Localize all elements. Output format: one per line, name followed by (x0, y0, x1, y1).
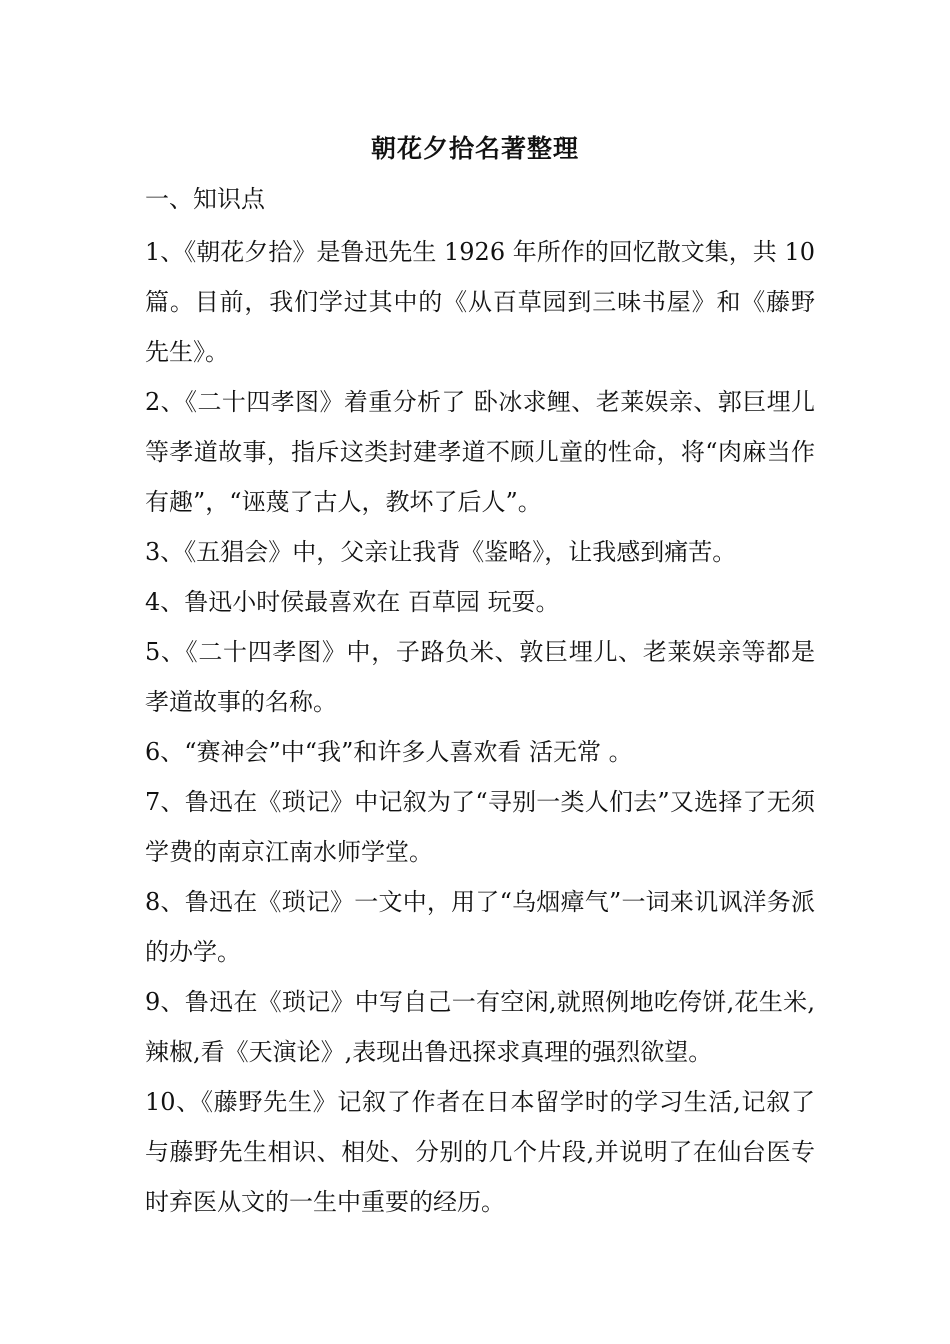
paragraph-item-9: 9、鲁迅在《琐记》中写自己一有空闲,就照例地吃侉饼,花生米,辣椒,看《天演论》,表现出鲁迅探求真理的强烈欲望。 (145, 988, 815, 1066)
paragraph-item-8: 8、鲁迅在《琐记》一文中，用了“乌烟瘴气”一词来讥讽洋务派的办学。 (145, 888, 815, 966)
document-body (145, 227, 815, 1227)
paragraph-item-7: 7、鲁迅在《琐记》中记叙为了“寻别一类人们去”又选择了无须学费的南京江南水师学堂。 (145, 788, 815, 866)
document-title: 朝花夕拾名著整理 (370, 134, 579, 163)
section-heading: 一、知识点 (145, 185, 265, 213)
paragraph-item-2: 2、《二十四孝图》着重分析了 卧冰求鲤、老莱娱亲、郭巨埋儿 等孝道故事，指斥这类封建孝道不顾儿童的性命，将“肉麻当作有趣”，“诬蔑了古人，教坏了后人”。 (145, 388, 815, 516)
paragraph-item-10: 10、《藤野先生》记叙了作者在日本留学时的学习生活,记叙了与藤野先生相识、相处、分别的几个片段,并说明了在仙台医专时弃医从文的一生中重要的经历。 (145, 1088, 815, 1216)
paragraph-item-6: 6、“赛神会”中“我”和许多人喜欢看 活无常 。 (145, 738, 633, 766)
paragraph-item-5: 5、《二十四孝图》中，子路负米、敦巨埋儿、老莱娱亲等都是孝道故事的名称。 (145, 638, 815, 716)
paragraph-item-4: 4、鲁迅小时侯最喜欢在 百草园 玩耍。 (145, 588, 560, 616)
paragraph-item-3: 3、《五猖会》中，父亲让我背《鉴略》，让我感到痛苦。 (145, 538, 737, 566)
paragraph-item-1: 1、《朝花夕拾》是鲁迅先生 1926 年所作的回忆散文集，共 10 篇。目前，我们学过其中的《从百草园到三味书屋》和《藤野先生》。 (145, 238, 815, 366)
